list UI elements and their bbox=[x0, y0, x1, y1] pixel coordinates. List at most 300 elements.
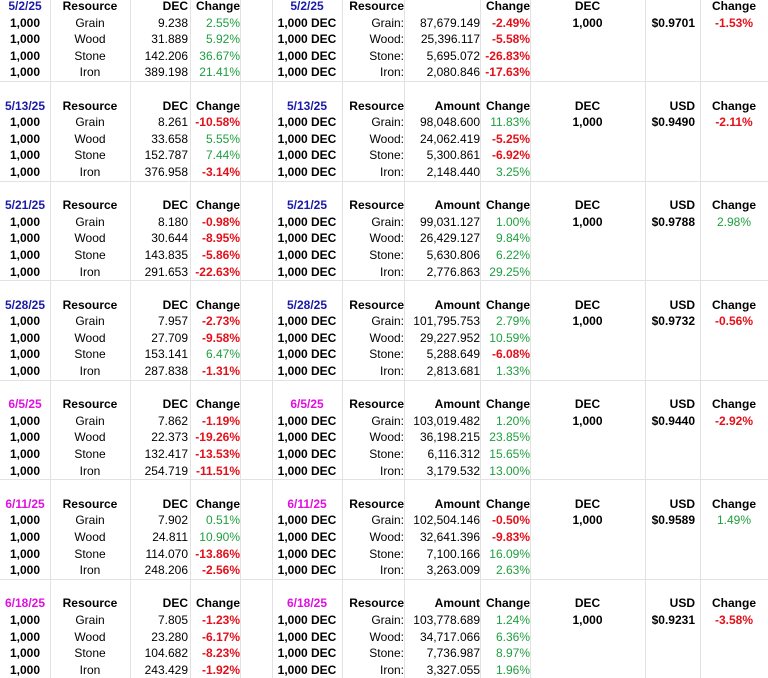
header-amount[interactable]: Amount bbox=[434, 297, 480, 312]
resource-cell[interactable]: Wood bbox=[74, 231, 106, 246]
resource-cell-mid[interactable]: Stone: bbox=[369, 646, 404, 661]
resource-cell-mid[interactable]: Iron: bbox=[379, 662, 404, 677]
resource-cell-mid[interactable]: Wood: bbox=[369, 629, 404, 644]
resource-cell[interactable]: Wood bbox=[74, 530, 106, 544]
dec-price-cell[interactable]: 104.682 bbox=[144, 646, 188, 661]
change-cell-mid[interactable]: -2.49% bbox=[491, 15, 530, 30]
header-usd[interactable]: USD bbox=[669, 397, 695, 412]
qty-cell[interactable]: 1,000 bbox=[9, 164, 41, 179]
resource-cell-mid[interactable]: Wood: bbox=[369, 32, 404, 47]
change-cell[interactable]: 5.92% bbox=[205, 32, 240, 47]
header-amount[interactable]: Amount bbox=[434, 397, 480, 412]
resource-cell[interactable]: Iron bbox=[79, 164, 101, 179]
dec-price-cell[interactable]: 243.429 bbox=[144, 662, 188, 677]
amount-cell[interactable]: 5,288.649 bbox=[426, 347, 480, 362]
dec-price-cell[interactable]: 33.658 bbox=[151, 131, 188, 146]
qty-dec-cell[interactable]: 1,000 DEC bbox=[277, 231, 337, 246]
change-cell-mid[interactable]: 2.79% bbox=[495, 314, 530, 329]
header-resource-mid[interactable]: Resource bbox=[349, 198, 404, 213]
header-amount[interactable] bbox=[404, 0, 480, 15]
change-cell-mid[interactable]: -6.92% bbox=[491, 148, 530, 163]
resource-cell[interactable]: Grain bbox=[75, 513, 105, 528]
header-usd[interactable]: USD bbox=[669, 496, 695, 511]
change-cell-mid[interactable]: 13.00% bbox=[489, 463, 530, 478]
dec-price-cell[interactable]: 132.417 bbox=[144, 447, 188, 462]
change-cell[interactable]: -0.98% bbox=[201, 214, 240, 229]
usd-price-cell[interactable]: $0.9701 bbox=[651, 15, 695, 30]
resource-cell[interactable]: Iron bbox=[79, 563, 101, 578]
header-usd-change[interactable]: Change bbox=[711, 198, 756, 213]
qty-dec-cell[interactable]: 1,000 DEC bbox=[277, 330, 337, 345]
header-usd-dec[interactable]: DEC bbox=[574, 596, 601, 611]
header-usd-change[interactable]: Change bbox=[711, 496, 756, 511]
resource-cell-mid[interactable]: Wood: bbox=[369, 330, 404, 345]
week-date-label[interactable]: 6/5/25 bbox=[8, 397, 42, 412]
usd-change-cell[interactable]: -0.56% bbox=[714, 314, 754, 329]
change-cell[interactable]: -19.26% bbox=[195, 430, 240, 445]
resource-cell-mid[interactable]: Grain: bbox=[371, 15, 404, 30]
qty-dec-cell[interactable]: 1,000 DEC bbox=[277, 513, 337, 528]
header-usd-dec[interactable]: DEC bbox=[574, 98, 601, 113]
dec-price-cell[interactable]: 30.644 bbox=[151, 231, 188, 246]
qty-cell[interactable]: 1,000 bbox=[9, 413, 41, 428]
header-resource-mid[interactable]: Resource bbox=[349, 297, 404, 312]
qty-dec-cell[interactable]: 1,000 DEC bbox=[277, 148, 337, 163]
change-cell[interactable]: -1.31% bbox=[201, 364, 240, 379]
qty-dec-cell[interactable]: 1,000 DEC bbox=[277, 347, 337, 362]
dec-price-cell[interactable]: 7.957 bbox=[157, 314, 188, 329]
header-change[interactable]: Change bbox=[195, 198, 240, 213]
change-cell-mid[interactable]: 8.97% bbox=[495, 646, 530, 661]
qty-dec-cell[interactable]: 1,000 DEC bbox=[277, 546, 337, 561]
header-change-mid[interactable]: Change bbox=[485, 0, 530, 13]
usd-price-cell[interactable]: $0.9440 bbox=[651, 413, 695, 428]
qty-cell[interactable]: 1,000 bbox=[9, 629, 41, 644]
resource-cell-mid[interactable]: Grain: bbox=[371, 314, 404, 329]
resource-cell[interactable]: Iron bbox=[79, 463, 101, 478]
change-cell[interactable]: -5.86% bbox=[201, 247, 240, 262]
header-change[interactable]: Change bbox=[195, 0, 240, 13]
change-cell-mid[interactable]: 1.24% bbox=[495, 612, 530, 627]
header-usd[interactable]: USD bbox=[669, 98, 695, 113]
resource-cell-mid[interactable]: Grain: bbox=[371, 513, 404, 528]
resource-cell[interactable]: Grain bbox=[75, 612, 105, 627]
resource-cell-mid[interactable]: Iron: bbox=[379, 463, 404, 478]
resource-cell-mid[interactable]: Grain: bbox=[371, 214, 404, 229]
change-cell[interactable]: -8.95% bbox=[201, 231, 240, 246]
change-cell[interactable]: -2.73% bbox=[201, 314, 240, 329]
change-cell-mid[interactable]: 16.09% bbox=[489, 546, 530, 561]
usd-price-cell[interactable]: $0.9589 bbox=[651, 513, 695, 528]
dec-price-cell[interactable]: 142.206 bbox=[144, 48, 188, 63]
header-resource-mid[interactable]: Resource bbox=[349, 98, 404, 113]
header-usd[interactable]: USD bbox=[669, 198, 695, 213]
change-cell-mid[interactable]: -5.25% bbox=[491, 131, 530, 146]
week-date-label-mid[interactable]: 5/13/25 bbox=[286, 98, 328, 113]
resource-cell[interactable]: Wood bbox=[74, 32, 106, 47]
resource-cell-mid[interactable]: Iron: bbox=[379, 264, 404, 279]
header-dec[interactable]: DEC bbox=[162, 397, 188, 412]
amount-cell[interactable]: 2,148.440 bbox=[426, 164, 480, 179]
header-dec[interactable]: DEC bbox=[162, 0, 188, 13]
header-dec[interactable]: DEC bbox=[162, 596, 188, 611]
amount-cell[interactable]: 2,080.846 bbox=[426, 65, 480, 80]
qty-dec-cell[interactable]: 1,000 DEC bbox=[277, 314, 337, 329]
header-amount[interactable]: Amount bbox=[434, 596, 480, 611]
header-resource[interactable]: Resource bbox=[62, 596, 118, 611]
change-cell[interactable]: 21.41% bbox=[199, 65, 240, 80]
change-cell[interactable]: 6.47% bbox=[205, 347, 240, 362]
week-date-label[interactable]: 5/13/25 bbox=[4, 98, 46, 113]
qty-dec-cell[interactable]: 1,000 DEC bbox=[277, 646, 337, 661]
week-date-label-mid[interactable]: 5/28/25 bbox=[286, 297, 328, 312]
header-usd-change[interactable]: Change bbox=[711, 0, 756, 13]
qty-dec-cell[interactable]: 1,000 DEC bbox=[277, 214, 337, 229]
dec-price-cell[interactable]: 23.280 bbox=[151, 629, 188, 644]
dec-price-cell[interactable]: 24.811 bbox=[152, 530, 188, 544]
week-date-label[interactable]: 6/18/25 bbox=[4, 596, 46, 611]
change-cell-mid[interactable]: 11.83% bbox=[490, 115, 530, 130]
usd-change-cell[interactable]: -1.53% bbox=[714, 15, 754, 30]
amount-cell[interactable]: 102,504.146 bbox=[413, 513, 480, 528]
change-cell-mid[interactable]: 29.25% bbox=[489, 264, 530, 279]
header-change[interactable]: Change bbox=[195, 297, 240, 312]
qty-cell[interactable]: 1,000 bbox=[9, 148, 41, 163]
qty-dec-cell[interactable]: 1,000 DEC bbox=[277, 430, 337, 445]
amount-cell[interactable]: 34,717.066 bbox=[419, 629, 480, 644]
resource-cell-mid[interactable]: Stone: bbox=[369, 347, 404, 362]
amount-cell[interactable]: 7,100.166 bbox=[426, 546, 480, 561]
week-date-label-mid[interactable]: 5/21/25 bbox=[286, 198, 328, 213]
dec-price-cell[interactable]: 7.862 bbox=[157, 413, 188, 428]
qty-cell[interactable]: 1,000 bbox=[9, 347, 41, 362]
resource-cell[interactable]: Grain bbox=[75, 15, 105, 30]
qty-cell[interactable]: 1,000 bbox=[9, 65, 41, 80]
qty-cell[interactable]: 1,000 bbox=[9, 247, 41, 262]
resource-cell[interactable]: Stone bbox=[74, 247, 106, 262]
dec-price-cell[interactable]: 248.206 bbox=[144, 563, 188, 578]
resource-cell-mid[interactable]: Iron: bbox=[379, 65, 404, 80]
usd-dec-qty-cell[interactable]: 1,000 bbox=[572, 513, 603, 528]
header-change-mid[interactable]: Change bbox=[485, 596, 530, 611]
amount-cell[interactable]: 6,116.312 bbox=[427, 447, 480, 462]
resource-cell-mid[interactable]: Stone: bbox=[369, 148, 404, 163]
qty-cell[interactable]: 1,000 bbox=[9, 430, 41, 445]
dec-price-cell[interactable]: 7.805 bbox=[157, 612, 188, 627]
header-amount[interactable]: Amount bbox=[434, 198, 480, 213]
qty-dec-cell[interactable]: 1,000 DEC bbox=[277, 413, 337, 428]
header-dec[interactable]: DEC bbox=[162, 297, 188, 312]
resource-cell[interactable]: Wood bbox=[74, 430, 106, 445]
usd-price-cell[interactable]: $0.9231 bbox=[651, 612, 695, 627]
header-usd-dec[interactable]: DEC bbox=[574, 496, 601, 511]
qty-cell[interactable]: 1,000 bbox=[9, 264, 41, 279]
change-cell[interactable]: -11.51% bbox=[195, 463, 240, 478]
header-change[interactable]: Change bbox=[195, 596, 240, 611]
change-cell[interactable]: -8.23% bbox=[201, 646, 240, 661]
change-cell[interactable]: -9.58% bbox=[201, 330, 240, 345]
qty-dec-cell[interactable]: 1,000 DEC bbox=[277, 48, 337, 63]
resource-cell-mid[interactable]: Wood: bbox=[369, 131, 404, 146]
qty-dec-cell[interactable]: 1,000 DEC bbox=[277, 65, 337, 80]
resource-cell[interactable]: Stone bbox=[74, 148, 106, 163]
change-cell-mid[interactable]: 6.22% bbox=[495, 247, 530, 262]
resource-cell[interactable]: Iron bbox=[79, 65, 101, 80]
usd-change-cell[interactable]: 2.98% bbox=[716, 214, 752, 229]
change-cell-mid[interactable]: 1.33% bbox=[495, 364, 530, 379]
week-date-label-mid[interactable]: 6/11/25 bbox=[287, 496, 327, 511]
qty-dec-cell[interactable]: 1,000 DEC bbox=[277, 463, 337, 478]
qty-cell[interactable]: 1,000 bbox=[9, 646, 41, 661]
dec-price-cell[interactable]: 153.141 bbox=[144, 347, 188, 362]
resource-cell[interactable]: Stone bbox=[74, 347, 106, 362]
resource-cell-mid[interactable]: Stone: bbox=[369, 546, 404, 561]
change-cell[interactable]: 7.44% bbox=[205, 148, 240, 163]
dec-price-cell[interactable]: 7.902 bbox=[157, 513, 188, 528]
header-resource[interactable]: Resource bbox=[62, 397, 118, 412]
change-cell[interactable]: -1.23% bbox=[201, 612, 240, 627]
dec-price-cell[interactable]: 31.889 bbox=[151, 32, 188, 47]
header-amount[interactable]: Amount bbox=[434, 98, 480, 113]
resource-cell-mid[interactable]: Grain: bbox=[371, 612, 404, 627]
header-resource[interactable]: Resource bbox=[62, 198, 118, 213]
header-change[interactable]: Change bbox=[195, 98, 240, 113]
qty-cell[interactable]: 1,000 bbox=[9, 530, 41, 544]
dec-price-cell[interactable]: 143.835 bbox=[144, 247, 188, 262]
qty-dec-cell[interactable]: 1,000 DEC bbox=[277, 15, 337, 30]
usd-dec-qty-cell[interactable]: 1,000 bbox=[572, 314, 603, 329]
change-cell[interactable]: -6.17% bbox=[201, 629, 240, 644]
header-usd-change[interactable]: Change bbox=[711, 397, 756, 412]
header-dec[interactable]: DEC bbox=[162, 496, 188, 511]
qty-dec-cell[interactable]: 1,000 DEC bbox=[277, 115, 337, 130]
change-cell[interactable]: -1.92% bbox=[201, 662, 240, 677]
dec-price-cell[interactable]: 287.838 bbox=[144, 364, 188, 379]
qty-dec-cell[interactable]: 1,000 DEC bbox=[277, 32, 337, 47]
week-date-label-mid[interactable]: 6/18/25 bbox=[286, 596, 328, 611]
change-cell[interactable]: -13.53% bbox=[195, 447, 240, 462]
amount-cell[interactable]: 103,019.482 bbox=[413, 413, 480, 428]
qty-cell[interactable]: 1,000 bbox=[9, 32, 41, 47]
dec-price-cell[interactable]: 27.709 bbox=[151, 330, 188, 345]
qty-cell[interactable]: 1,000 bbox=[9, 131, 41, 146]
header-usd[interactable] bbox=[635, 0, 695, 15]
header-resource-mid[interactable]: Resource bbox=[349, 0, 404, 13]
week-date-label[interactable]: 5/21/25 bbox=[4, 198, 46, 213]
qty-dec-cell[interactable]: 1,000 DEC bbox=[277, 662, 337, 677]
resource-cell[interactable]: Stone bbox=[74, 447, 106, 462]
usd-change-cell[interactable]: -2.11% bbox=[715, 115, 753, 130]
header-resource[interactable]: Resource bbox=[62, 98, 118, 113]
amount-cell[interactable]: 98,048.600 bbox=[419, 115, 480, 130]
resource-cell[interactable]: Iron bbox=[79, 264, 101, 279]
qty-cell[interactable]: 1,000 bbox=[9, 513, 41, 528]
qty-cell[interactable]: 1,000 bbox=[9, 447, 41, 462]
resource-cell[interactable]: Stone bbox=[74, 546, 106, 561]
amount-cell[interactable]: 3,263.009 bbox=[426, 563, 480, 578]
qty-dec-cell[interactable]: 1,000 DEC bbox=[277, 447, 337, 462]
qty-dec-cell[interactable]: 1,000 DEC bbox=[277, 247, 337, 262]
qty-cell[interactable]: 1,000 bbox=[9, 115, 41, 130]
qty-cell[interactable]: 1,000 bbox=[9, 662, 41, 677]
dec-price-cell[interactable]: 152.787 bbox=[144, 148, 188, 163]
header-change-mid[interactable]: Change bbox=[485, 297, 530, 312]
amount-cell[interactable]: 5,695.072 bbox=[426, 48, 480, 63]
qty-dec-cell[interactable]: 1,000 DEC bbox=[277, 164, 337, 179]
header-resource-mid[interactable]: Resource bbox=[349, 596, 404, 611]
week-date-label[interactable]: 5/28/25 bbox=[4, 297, 46, 312]
amount-cell[interactable]: 2,776.863 bbox=[426, 264, 480, 279]
change-cell[interactable]: -13.86% bbox=[195, 546, 240, 561]
header-usd-change[interactable]: Change bbox=[711, 297, 756, 312]
amount-cell[interactable]: 7,736.987 bbox=[426, 646, 480, 661]
amount-cell[interactable]: 25,396.117 bbox=[420, 32, 480, 47]
header-usd-dec[interactable]: DEC bbox=[574, 0, 601, 13]
change-cell-mid[interactable]: -0.50% bbox=[491, 513, 530, 528]
qty-cell[interactable]: 1,000 bbox=[9, 214, 41, 229]
qty-dec-cell[interactable]: 1,000 DEC bbox=[277, 364, 337, 379]
change-cell-mid[interactable]: 23.85% bbox=[489, 430, 530, 445]
change-cell-mid[interactable]: -17.63% bbox=[485, 65, 530, 80]
qty-cell[interactable]: 1,000 bbox=[9, 231, 41, 246]
change-cell[interactable]: -22.63% bbox=[195, 264, 240, 279]
dec-price-cell[interactable]: 376.958 bbox=[144, 164, 188, 179]
change-cell-mid[interactable]: -9.83% bbox=[491, 530, 530, 544]
amount-cell[interactable]: 87,679.149 bbox=[419, 15, 480, 30]
resource-cell-mid[interactable]: Stone: bbox=[369, 48, 404, 63]
header-dec[interactable]: DEC bbox=[162, 98, 188, 113]
amount-cell[interactable]: 5,630.806 bbox=[426, 247, 480, 262]
change-cell-mid[interactable]: -6.08% bbox=[491, 347, 530, 362]
dec-price-cell[interactable]: 8.180 bbox=[157, 214, 188, 229]
usd-dec-qty-cell[interactable]: 1,000 bbox=[572, 214, 603, 229]
qty-cell[interactable]: 1,000 bbox=[9, 463, 41, 478]
resource-cell-mid[interactable]: Grain: bbox=[371, 115, 404, 130]
qty-dec-cell[interactable]: 1,000 DEC bbox=[277, 629, 337, 644]
change-cell-mid[interactable]: 3.25% bbox=[495, 164, 530, 179]
change-cell[interactable]: 0.51% bbox=[205, 513, 240, 528]
change-cell[interactable]: 2.55% bbox=[205, 15, 240, 30]
change-cell-mid[interactable]: 1.00% bbox=[495, 214, 530, 229]
usd-change-cell[interactable]: 1.49% bbox=[716, 513, 752, 528]
qty-cell[interactable]: 1,000 bbox=[9, 546, 41, 561]
resource-cell-mid[interactable]: Grain: bbox=[371, 413, 404, 428]
header-resource[interactable]: Resource bbox=[62, 0, 118, 13]
amount-cell[interactable]: 3,327.055 bbox=[426, 662, 480, 677]
change-cell[interactable]: -1.19% bbox=[201, 413, 240, 428]
qty-dec-cell[interactable]: 1,000 DEC bbox=[277, 131, 337, 146]
usd-price-cell[interactable]: $0.9490 bbox=[651, 115, 695, 130]
qty-cell[interactable]: 1,000 bbox=[9, 48, 41, 63]
dec-price-cell[interactable]: 291.653 bbox=[144, 264, 188, 279]
change-cell[interactable]: -10.58% bbox=[195, 115, 240, 130]
week-date-label[interactable]: 6/11/25 bbox=[5, 496, 45, 511]
qty-cell[interactable]: 1,000 bbox=[9, 314, 41, 329]
resource-cell[interactable]: Grain bbox=[75, 115, 105, 130]
dec-price-cell[interactable]: 114.070 bbox=[145, 546, 188, 561]
header-change-mid[interactable]: Change bbox=[485, 496, 530, 511]
header-usd-change[interactable]: Change bbox=[711, 596, 756, 611]
amount-cell[interactable]: 103,778.689 bbox=[413, 612, 480, 627]
change-cell-mid[interactable]: 1.20% bbox=[495, 413, 530, 428]
resource-cell[interactable]: Iron bbox=[79, 662, 101, 677]
usd-dec-qty-cell[interactable]: 1,000 bbox=[572, 115, 603, 130]
qty-cell[interactable]: 1,000 bbox=[9, 330, 41, 345]
week-date-label[interactable]: 5/2/25 bbox=[8, 0, 42, 13]
resource-cell-mid[interactable]: Iron: bbox=[379, 164, 404, 179]
usd-change-cell[interactable]: -3.58% bbox=[714, 612, 754, 627]
resource-cell[interactable]: Wood bbox=[74, 629, 106, 644]
change-cell-mid[interactable]: -26.83% bbox=[485, 48, 530, 63]
usd-price-cell[interactable]: $0.9732 bbox=[651, 314, 695, 329]
resource-cell-mid[interactable]: Iron: bbox=[379, 364, 404, 379]
dec-price-cell[interactable]: 9.238 bbox=[157, 15, 188, 30]
qty-dec-cell[interactable]: 1,000 DEC bbox=[277, 563, 337, 578]
resource-cell[interactable]: Grain bbox=[75, 214, 105, 229]
header-usd-dec[interactable]: DEC bbox=[574, 297, 601, 312]
change-cell-mid[interactable]: 15.65% bbox=[489, 447, 530, 462]
header-usd[interactable]: USD bbox=[669, 297, 695, 312]
change-cell[interactable]: -3.14% bbox=[201, 164, 240, 179]
header-usd[interactable]: USD bbox=[669, 596, 695, 611]
header-usd-change[interactable]: Change bbox=[711, 98, 756, 113]
week-date-label-mid[interactable]: 5/2/25 bbox=[290, 0, 324, 13]
header-dec[interactable]: DEC bbox=[162, 198, 188, 213]
qty-cell[interactable]: 1,000 bbox=[9, 563, 41, 578]
qty-cell[interactable]: 1,000 bbox=[9, 15, 41, 30]
amount-cell[interactable]: 5,300.861 bbox=[426, 148, 480, 163]
dec-price-cell[interactable]: 22.373 bbox=[151, 430, 188, 445]
usd-dec-qty-cell[interactable]: 1,000 bbox=[572, 15, 603, 30]
resource-cell-mid[interactable]: Wood: bbox=[369, 430, 404, 445]
resource-cell[interactable]: Stone bbox=[74, 48, 106, 63]
resource-cell[interactable]: Wood bbox=[74, 131, 106, 146]
resource-cell[interactable]: Wood bbox=[74, 330, 106, 345]
dec-price-cell[interactable]: 8.261 bbox=[157, 115, 188, 130]
week-date-label-mid[interactable]: 6/5/25 bbox=[290, 397, 324, 412]
header-change-mid[interactable]: Change bbox=[485, 198, 530, 213]
qty-dec-cell[interactable]: 1,000 DEC bbox=[277, 612, 337, 627]
change-cell-mid[interactable]: 9.84% bbox=[495, 231, 530, 246]
amount-cell[interactable]: 36,198.215 bbox=[419, 430, 480, 445]
amount-cell[interactable]: 101,795.753 bbox=[413, 314, 480, 329]
header-usd-dec[interactable]: DEC bbox=[574, 397, 601, 412]
usd-dec-qty-cell[interactable]: 1,000 bbox=[572, 612, 603, 627]
header-resource[interactable]: Resource bbox=[62, 297, 118, 312]
resource-cell-mid[interactable]: Iron: bbox=[379, 563, 404, 578]
amount-cell[interactable]: 24,062.419 bbox=[419, 131, 480, 146]
amount-cell[interactable]: 3,179.532 bbox=[426, 463, 480, 478]
qty-dec-cell[interactable]: 1,000 DEC bbox=[277, 264, 337, 279]
qty-cell[interactable]: 1,000 bbox=[9, 364, 41, 379]
dec-price-cell[interactable]: 254.719 bbox=[144, 463, 188, 478]
change-cell[interactable]: 36.67% bbox=[199, 48, 240, 63]
usd-change-cell[interactable]: -2.92% bbox=[714, 413, 754, 428]
change-cell[interactable]: 10.90% bbox=[199, 530, 240, 544]
amount-cell[interactable]: 29,227.952 bbox=[419, 330, 480, 345]
usd-price-cell[interactable]: $0.9788 bbox=[651, 214, 695, 229]
header-change-mid[interactable]: Change bbox=[485, 397, 530, 412]
header-usd-dec[interactable]: DEC bbox=[574, 198, 601, 213]
header-resource[interactable]: Resource bbox=[62, 496, 118, 511]
resource-cell[interactable]: Grain bbox=[75, 413, 105, 428]
change-cell-mid[interactable]: 1.96% bbox=[495, 662, 530, 677]
dec-price-cell[interactable]: 389.198 bbox=[144, 65, 188, 80]
header-amount[interactable]: Amount bbox=[434, 496, 480, 511]
resource-cell-mid[interactable]: Wood: bbox=[369, 530, 404, 544]
amount-cell[interactable]: 32,641.396 bbox=[419, 530, 480, 544]
change-cell-mid[interactable]: 10.59% bbox=[489, 330, 530, 345]
